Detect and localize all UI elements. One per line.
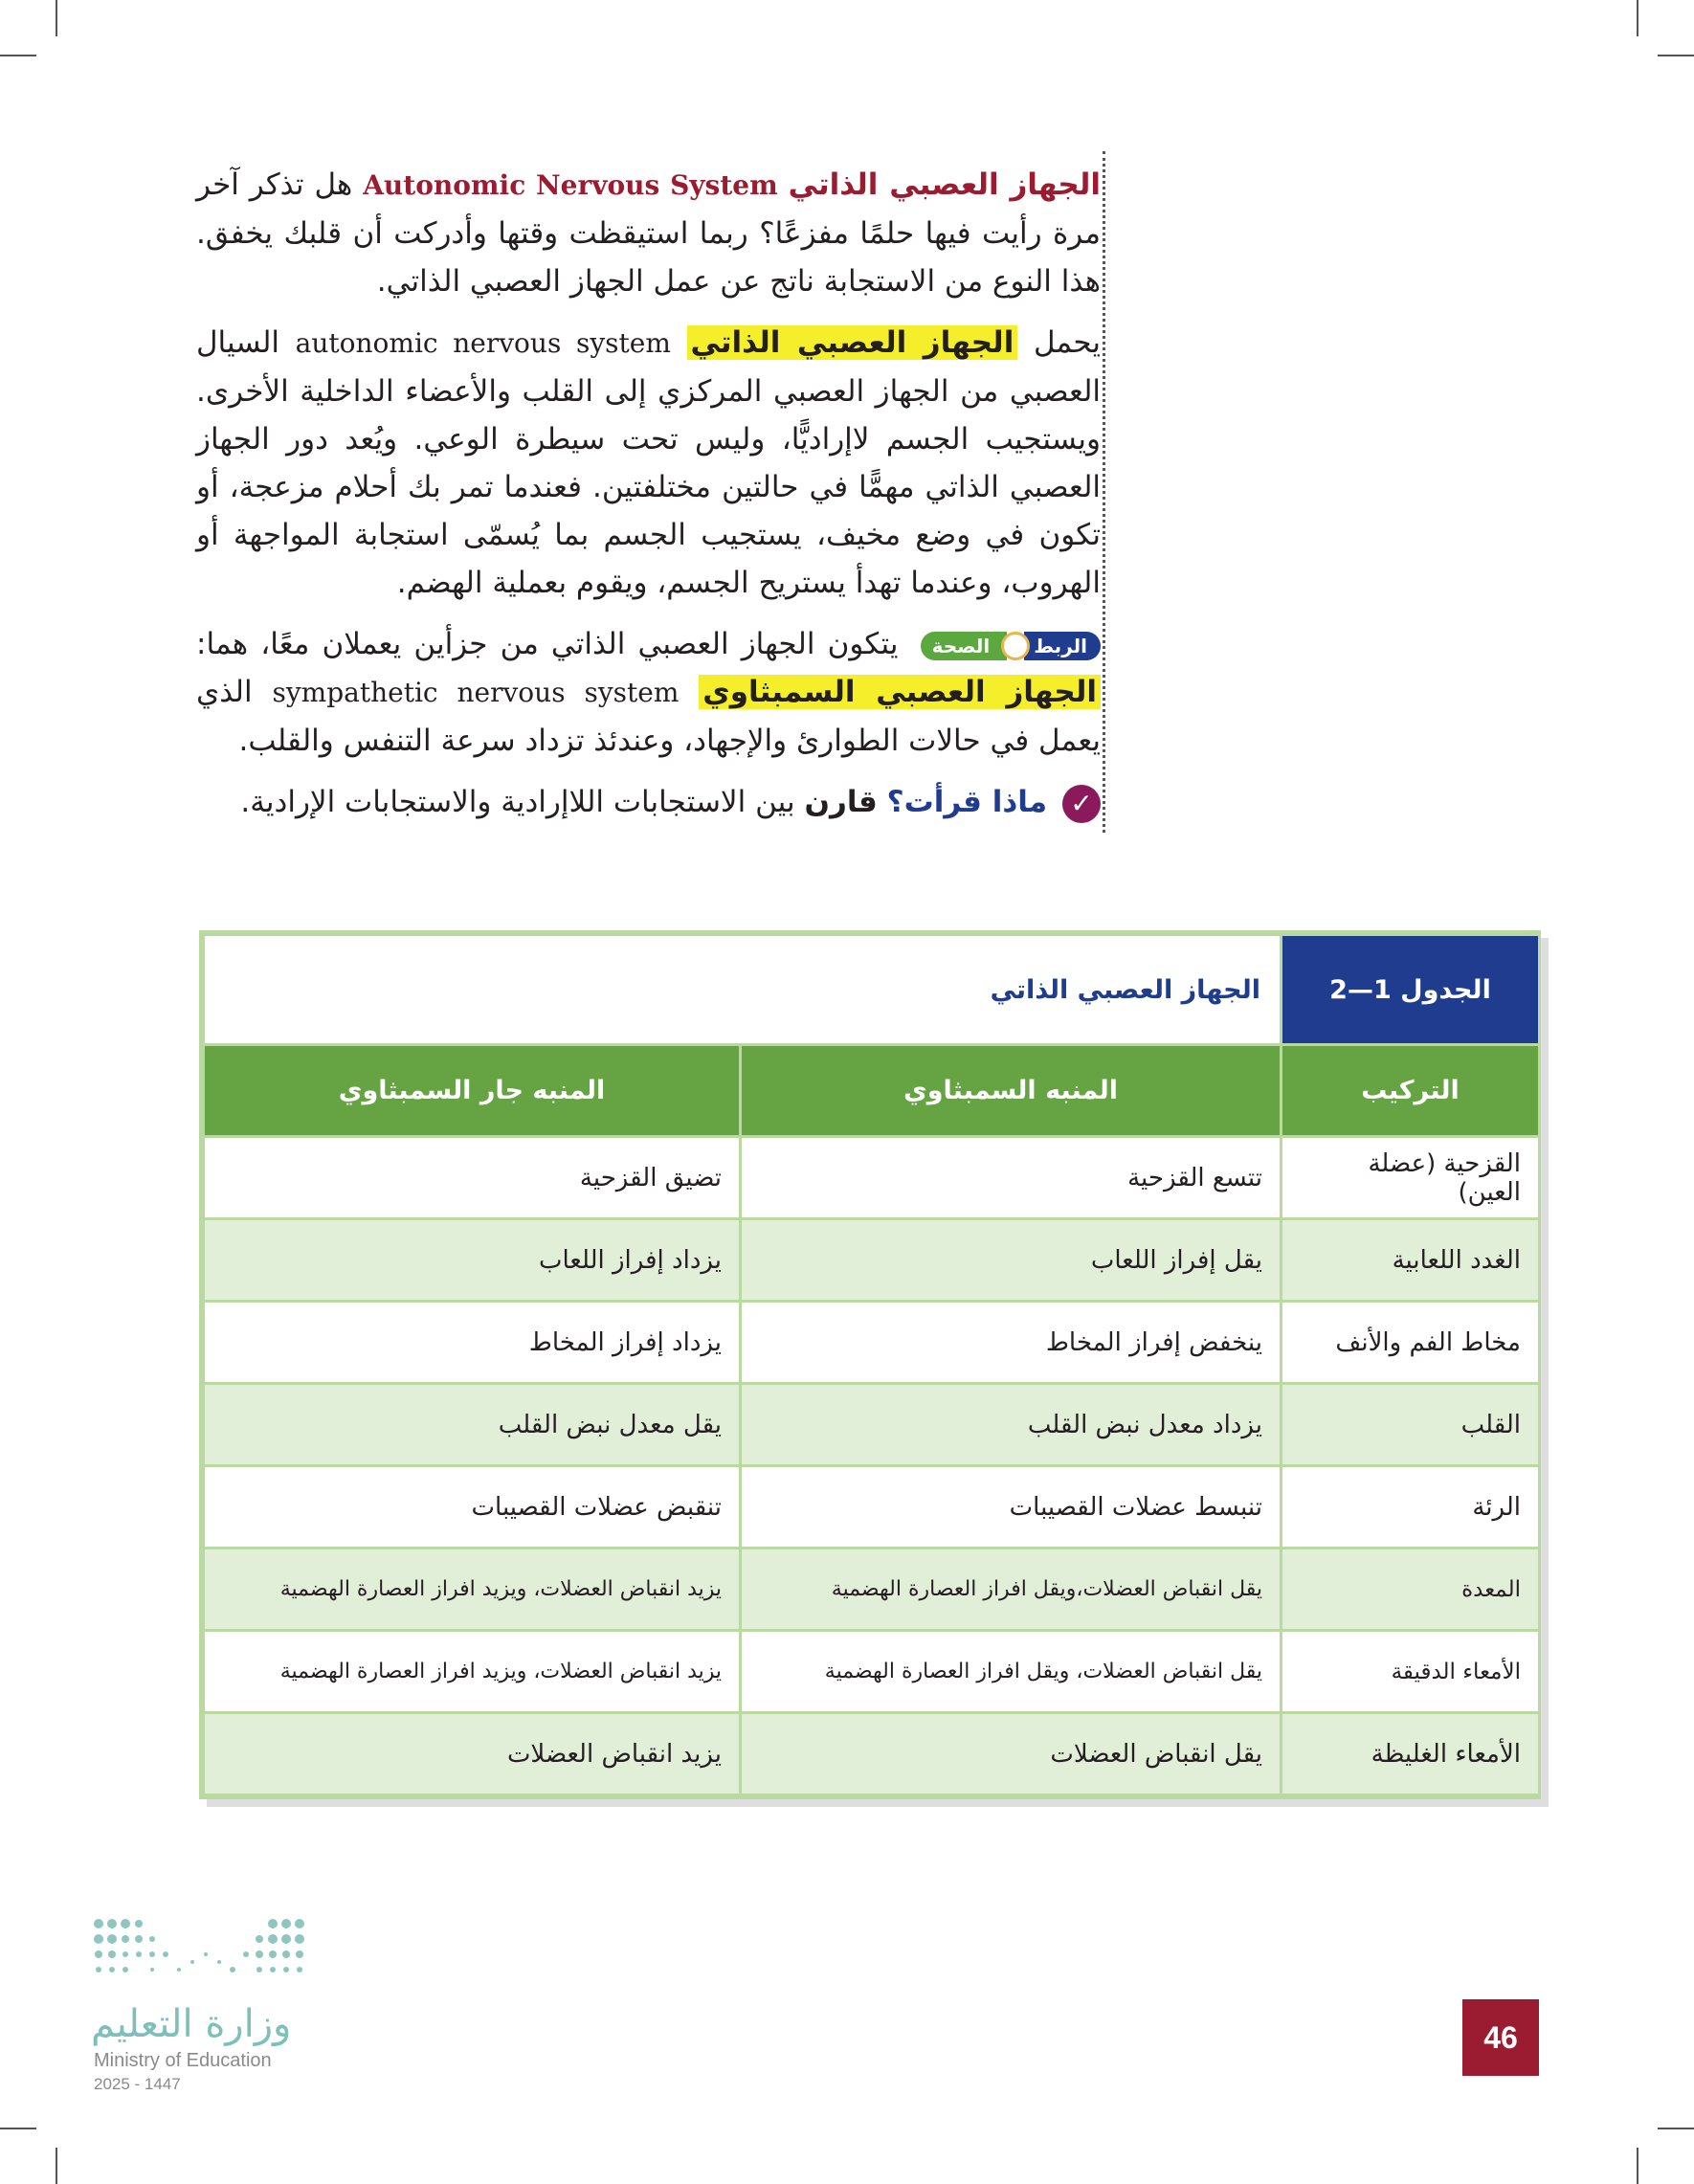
table-cell: القلب — [1282, 1384, 1540, 1466]
table-cell: يزداد إفراز اللعاب — [204, 1219, 741, 1302]
crop-mark — [0, 55, 36, 56]
crescent-icon — [1001, 632, 1030, 660]
table-cell: يقل انقباض العضلات — [741, 1713, 1282, 1795]
table-cell: مخاط الفم والأنف — [1282, 1302, 1540, 1384]
table-cell: تتسع القزحية — [741, 1137, 1282, 1219]
table-row — [204, 1384, 1540, 1466]
table-cell: يقل انقباض العضلات، ويقل افراز العصارة الهضمية — [741, 1631, 1282, 1713]
paragraph-lead: يحمل — [1033, 325, 1101, 360]
badge-health-label: الصحة — [921, 632, 1008, 660]
paragraph-definition — [196, 319, 1101, 607]
autonomic-table — [199, 930, 1541, 1799]
table-header-row — [204, 1045, 1540, 1137]
highlighted-term: الجهاز العصبي السمبثاوي — [699, 675, 1101, 709]
table-row — [204, 1302, 1540, 1384]
logo-english-text: Ministry of Education — [94, 2050, 272, 2071]
table-cell: ينخفض إفراز المخاط — [741, 1302, 1282, 1384]
table-row — [204, 1137, 1540, 1219]
table-row — [204, 1631, 1540, 1713]
logo-arabic-text: وزارة التعليم — [91, 2002, 292, 2046]
term-english: sympathetic nervous system — [272, 677, 680, 708]
checkmark-icon: ✓ — [1062, 785, 1101, 823]
paragraph-body: السيال العصبي من الجهاز العصبي المركزي إلى القلب والأعضاء الداخلية الأخرى. ويستجيب الجسم لاإراديًّا، وليس تحت سيطرة الوعي. ويُعد دور الجهاز العصبي الذاتي مهمًّا في حالتين مختلفتين. فعندما تمر بك أحلام مزعجة، أو تكون في وضع مخيف، يستجيب الجسم بما يُسمّى استجابة المواجهة أو الهروب، وعندما تهدأ يستريح الجسم، ويقوم بعملية الهضم. — [196, 325, 1101, 600]
crop-mark — [1637, 0, 1638, 36]
reading-check — [196, 778, 1101, 826]
crop-mark — [56, 0, 57, 36]
table-cell: يزيد انقباض العضلات، ويزيد افراز العصارة الهضمية — [204, 1549, 741, 1631]
table-cell: يقل انقباض العضلات،ويقل افراز العصارة الهضمية — [741, 1549, 1282, 1631]
crop-mark — [56, 2148, 57, 2184]
crop-mark — [0, 2128, 36, 2129]
paragraph-lead: يتكون الجهاز العصبي الذاتي من جزأين يعملان معًا، هما: — [196, 627, 899, 661]
table-row — [204, 1713, 1540, 1795]
table-cell: الغدد اللعابية — [1282, 1219, 1540, 1302]
table-cell: يقل معدل نبض القلب — [204, 1384, 741, 1466]
logo-dots-icon — [91, 1914, 311, 1981]
crop-mark — [1658, 55, 1694, 56]
table-cell: يزداد معدل نبض القلب — [741, 1384, 1282, 1466]
page-number: 46 — [1462, 1999, 1539, 2076]
logo-year: 2025 - 1447 — [94, 2075, 181, 2093]
table-header: التركيب — [1282, 1045, 1540, 1137]
table-row — [204, 1549, 1540, 1631]
table-row — [204, 1466, 1540, 1549]
ministry-logo — [91, 1914, 311, 2106]
table-header: المنبه جار السمبثاوي — [204, 1045, 741, 1137]
reading-check-label: ماذا قرأت؟ — [886, 785, 1048, 819]
table-cell: يزيد انقباض العضلات، ويزيد افراز العصارة الهضمية — [204, 1631, 741, 1713]
table-cell: يزيد انقباض العضلات — [204, 1713, 741, 1795]
paragraph-intro — [196, 161, 1101, 305]
crop-mark — [1637, 2148, 1638, 2184]
crop-mark — [1658, 2128, 1694, 2129]
term-english: autonomic nervous system — [295, 327, 671, 359]
table-cell: تنبسط عضلات القصيبات — [741, 1466, 1282, 1549]
reading-check-verb: قارن — [804, 785, 878, 819]
paragraph-body: الذي يعمل في حالات الطوارئ والإجهاد، وعندئذ تزداد سرعة التنفس والقلب. — [196, 675, 1101, 758]
term-arabic: الجهاز العصبي الذاتي — [788, 167, 1102, 202]
table-cell: الرئة — [1282, 1466, 1540, 1549]
table-cell: الأمعاء الغليظة — [1282, 1713, 1540, 1795]
table-cell: القزحية (عضلة العين) — [1282, 1137, 1540, 1219]
table-number: الجدول 1—2 — [1282, 935, 1540, 1045]
table-cell: تنقبض عضلات القصيبات — [204, 1466, 741, 1549]
table-cell: المعدة — [1282, 1549, 1540, 1631]
table-cell: يقل إفراز اللعاب — [741, 1219, 1282, 1302]
highlighted-term: الجهاز العصبي الذاتي — [687, 325, 1018, 360]
reading-check-body: بين الاستجابات اللاإرادية والاستجابات الإرادية. — [240, 785, 795, 819]
table-cell: تضيق القزحية — [204, 1137, 741, 1219]
term-english: Autonomic Nervous System — [363, 169, 778, 201]
badge-link-label: الربط — [1024, 632, 1101, 660]
table-row — [204, 1219, 1540, 1302]
table-title: الجهاز العصبي الذاتي — [204, 935, 1282, 1045]
table-header: المنبه السمبثاوي — [741, 1045, 1282, 1137]
health-link-badge — [921, 632, 1101, 660]
paragraph-body: هل تذكر آخر مرة رأيت فيها حلمًا مفزعًا؟ ربما استيقظت وقتها وأدركت أن قلبك يخفق. هذا النوع من الاستجابة ناتج عن عمل الجهاز العصبي الذاتي. — [196, 167, 1101, 299]
main-text — [196, 161, 1101, 826]
table-cell: يزداد إفراز المخاط — [204, 1302, 741, 1384]
column-divider — [1103, 151, 1105, 833]
paragraph-sympathetic — [196, 620, 1101, 765]
table-cell: الأمعاء الدقيقة — [1282, 1631, 1540, 1713]
